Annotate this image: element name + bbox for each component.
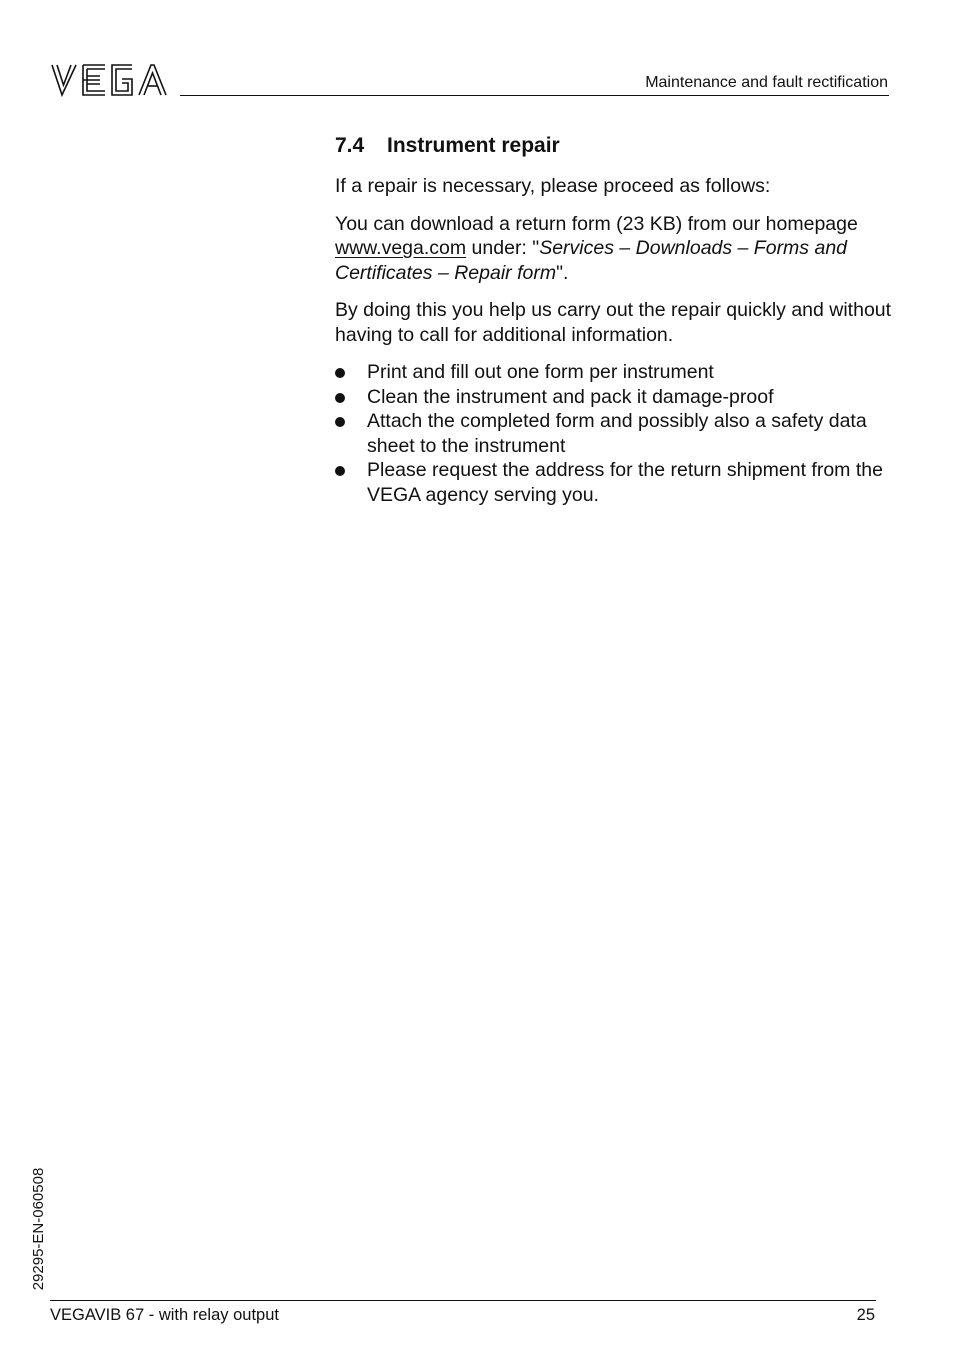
download-text-suffix: ". (556, 261, 569, 284)
document-code-text: 29295-EN-060508 (30, 1167, 47, 1291)
header-divider (180, 95, 889, 96)
header-title: Maintenance and fault rectification (645, 74, 888, 91)
download-path: Services – Downloads – Forms and Certificates – Repair form (335, 237, 848, 284)
footer-document-title: VEGAVIB 67 - with relay output (50, 1306, 279, 1324)
list-item (335, 458, 895, 507)
benefit-paragraph: By doing this you help us carry out the repair quickly and without having to call for additional information. (335, 299, 892, 346)
list-item-text: Please request the address for the return shipment from the VEGA agency serving you. (367, 459, 883, 506)
bullet-icon (335, 466, 345, 476)
download-text-prefix: You can download a return form (23 KB) from our homepage (335, 212, 858, 235)
bullet-icon (335, 368, 345, 378)
footer-divider (50, 1300, 876, 1301)
list-item-text: Print and fill out one form per instrument (367, 361, 714, 383)
list-item-text: Clean the instrument and pack it damage-proof (367, 385, 774, 408)
section-title: Instrument repair (387, 134, 560, 157)
homepage-link[interactable]: www.vega.com (335, 237, 467, 259)
list-item (335, 409, 895, 458)
page-number: 25 (856, 1306, 875, 1324)
list-item (335, 385, 895, 410)
section-number: 7.4 (335, 134, 365, 157)
download-text-mid: under: " (466, 237, 540, 259)
list-item (335, 360, 895, 385)
list-item-text: Attach the completed form and possibly also a safety data sheet to the instrument (367, 410, 867, 457)
section-heading (335, 132, 895, 160)
bullet-icon (335, 417, 345, 427)
download-paragraph (335, 212, 895, 286)
bullet-icon (335, 393, 345, 403)
main-content (335, 132, 895, 507)
repair-steps-list (335, 360, 895, 507)
intro-paragraph: If a repair is necessary, please proceed as follows: (335, 175, 771, 197)
vega-logo (50, 62, 168, 98)
